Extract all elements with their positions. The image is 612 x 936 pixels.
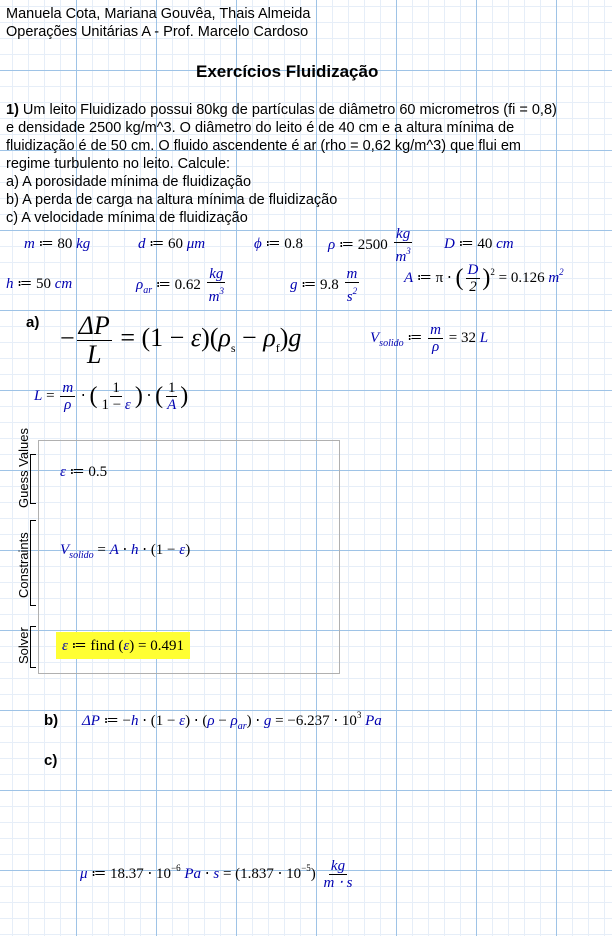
problem-line-2: e densidade 2500 kg/m^3. O diâmetro do leito é de 40 cm e a altura mínima de: [6, 120, 515, 136]
constraints-label: Constraints: [16, 532, 31, 598]
question-b: b) A perda de carga na altura mínima de fluidização: [6, 192, 338, 208]
problem-number: 1): [6, 102, 19, 118]
problem-text-1: Um leito Fluidizado possui 80kg de partículas de diâmetro 60 micrometros (fi = 0,8): [18, 102, 557, 118]
def-rho[interactable]: ρ ≔ 2500 $\frac{kg}{m^3}$: [328, 226, 411, 265]
def-g[interactable]: g ≔ 9.8 $\frac{m}{s^2}$: [290, 266, 358, 305]
def-v-solido[interactable]: $V_{solido}$ ≔ $\frac{m}{\rho}$ = 32 L: [370, 322, 489, 355]
problem-line-1: [6, 102, 557, 118]
authors-line: Manuela Cota, Mariana Gouvêa, Thais Almeida: [6, 6, 311, 22]
find-result[interactable]: ε ≔ find (ε) = 0.491: [56, 632, 190, 659]
problem-line-4: regime turbulento no leito. Calcule:: [6, 156, 231, 172]
def-rho-ar[interactable]: $\rho_{ar}$ ≔ 0.62 $\frac{kg}{m^3}$: [136, 266, 224, 305]
question-c: c) A velocidade mínima de fluidização: [6, 210, 248, 226]
eps-guess[interactable]: ε ≔ 0.5: [60, 464, 108, 480]
def-m[interactable]: m ≔ 80 kg: [24, 236, 91, 252]
volume-constraint[interactable]: $V_{solido} = A \cdot h \cdot (1 - \varepsilon)$: [60, 542, 191, 561]
guess-values-label: Guess Values: [16, 428, 31, 508]
pressure-drop-expression[interactable]: ΔP ≔ $-h \cdot (1 - \varepsilon) \cdot (\rho - \rho_{ar}) \cdot g = -6.237 \cdot 10^3$ Pa: [82, 710, 382, 732]
def-phi[interactable]: ϕ ≔ 0.8: [254, 236, 304, 252]
page-title: Exercícios Fluidização: [196, 62, 379, 81]
part-a-label: a): [26, 314, 40, 331]
bed-length-expression[interactable]: L = $\frac{m}{\rho}$ ⋅ ( $\frac{1}{1 - \varepsilon}$ ) ⋅ ( $\frac{1}{A}$ ): [34, 380, 189, 413]
viscosity-definition[interactable]: μ ≔ $18.37 \cdot 10^{-6}$ $Pa \cdot s = (1.837 \cdot 10^{-5})$ $\frac{kg}{m \cdot s}$: [80, 858, 353, 891]
course-line: Operações Unitárias A - Prof. Marcelo Cardoso: [6, 24, 309, 40]
problem-line-3: fluidização é de 50 cm. O fluido ascendente é ar (rho = 0,62 kg/m^3) que flui em: [6, 138, 521, 154]
ergun-equation: − $\frac{\Delta P}{L}$ = $(1 - \varepsilon)(\rho_s - \rho_f)g$: [60, 311, 302, 369]
def-D[interactable]: D ≔ 40 cm: [444, 236, 514, 252]
part-c-label: c): [44, 752, 58, 769]
part-b-label: b): [44, 712, 59, 729]
question-a: a) A porosidade mínima de fluidização: [6, 174, 252, 190]
solver-label: Solver: [16, 627, 31, 664]
def-h[interactable]: h ≔ 50 cm: [6, 276, 73, 292]
def-area[interactable]: A ≔ π ⋅ ( $\frac{D}{2}$ )$^2$ = 0.126 $m^2$: [404, 262, 564, 295]
def-d[interactable]: d ≔ 60 μm: [138, 236, 206, 252]
